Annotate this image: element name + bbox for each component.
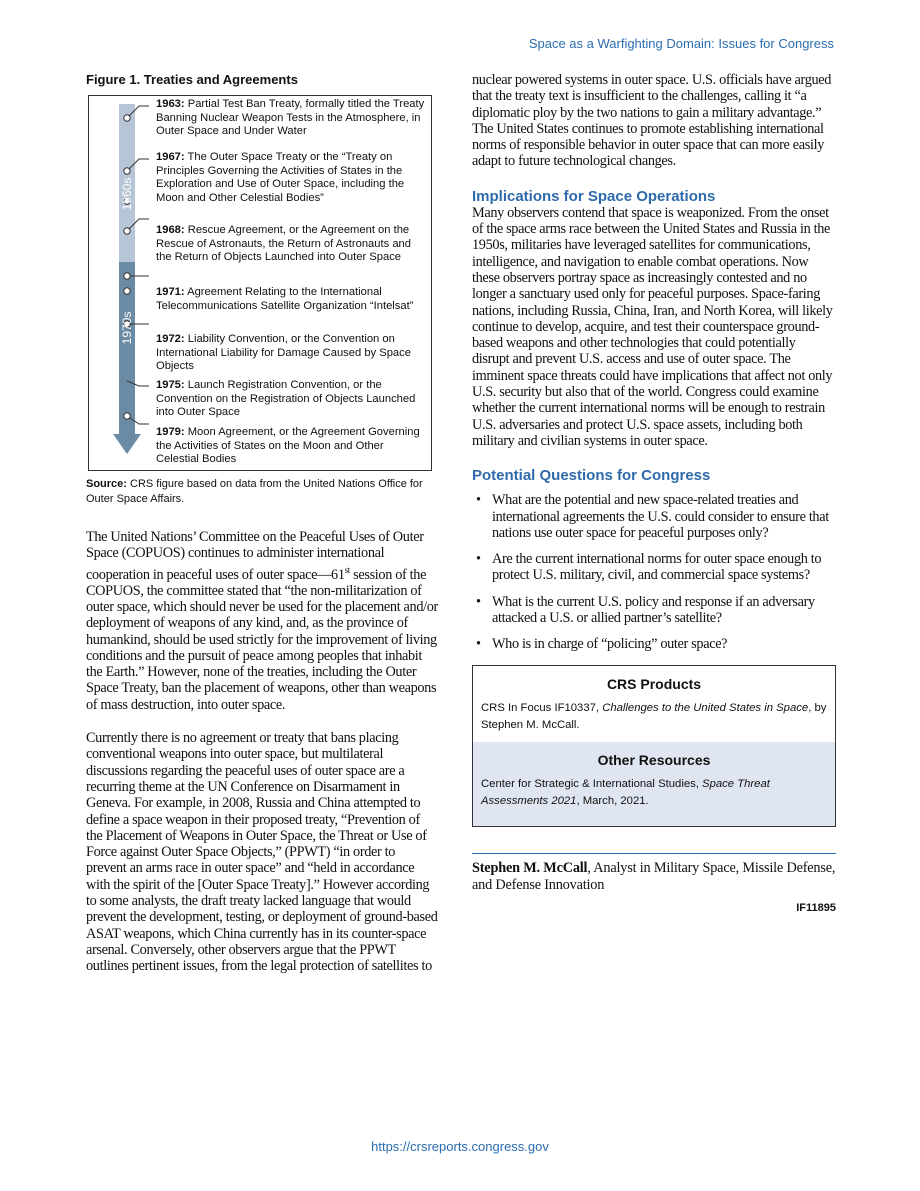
- list-item: • What is the current U.S. policy and response if an adversary attacked a U.S. or allied partner’s satellite?: [476, 593, 815, 627]
- treaty-1979: 1979: Moon Agreement, or the Agreement Governing the Activities of States on the Moon and Other Celestial Bodies: [156, 426, 420, 466]
- paragraph-continued: nuclear powered systems in outer space. U.S. officials have argued that the treaty text is insufficient to the challenges, calling it “a diplomatic ploy by the two nations to gain a military advantage.” The United States continues to promote establishing international norms of responsible behavior in outer space that can more easily adapt to future technological changes.: [472, 72, 832, 170]
- paragraph-implications: Many observers contend that space is weaponized. From the onset of the space arms race between the United States and Russia in the 1950s, militaries have leveraged satellites for communications, intelligence, and navigation to enable combat operations. Now these observers portray space as increasingly contested and no longer a sanctuary used only for peaceful purposes. Space-faring nations, including Russia, China, Iran, and North Korea, will likely continue to develop, acquire, and test their counterspace ground-based weapons and other technologies that could potentially disrupt and prevent U.S. access and use of outer space. The imminent space threats could have implications that affect not only U.S. security but also that of the world. Congress could examine whether the current international norms will be enough to restrain U.S. adversaries and protect U.S. space assets, including both military and civilian systems in outer space.: [472, 204, 833, 449]
- paragraph-copuos: The United Nations’ Committee on the Peaceful Uses of Outer Space (COPUOS) continues to administer international cooperation in peaceful uses of outer space—61st session of the COPUOS, the committee stated that “the non-militarization of outer space, which should never be used for the placement and/or deployment of weapons of any kind, and, as the province of humankind, should be used strictly for the improvement of living conditions and the pursuit of peace among peoples that inhabit the Earth.” However, none of the treaties, including the Outer Space Treaty, ban the placement of weapons, other than weapons of mass destruction, into outer space.: [86, 529, 438, 713]
- treaty-1971: 1971: Agreement Relating to the International Telecommunications Satellite Organization “Intelsat”: [156, 286, 414, 312]
- right-column: [472, 72, 836, 914]
- document-id: IF11895: [796, 901, 836, 914]
- left-column: [86, 72, 438, 974]
- treaty-1972: 1972: Liability Convention, or the Convention on International Liability for Damage Caused by Space Objects: [156, 333, 411, 373]
- resources-box: [472, 665, 836, 827]
- author-line: Stephen M. McCall, Analyst in Military Space, Missile Defense, and Defense Innovation: [472, 859, 836, 893]
- author-divider: [472, 853, 836, 854]
- treaty-1967: 1967: The Outer Space Treaty or the “Treaty on Principles Governing the Activities of States in the Exploration and Use of Outer Space, including the Moon and Other Celestial Bodies”: [156, 151, 405, 204]
- paragraph-ppwt: Currently there is no agreement or treaty that bans placing conventional weapons into outer space, but multilateral discussions regarding the peaceful uses of outer space are a recurring theme at the UN Conference on Disarmament in Geneva. For example, in 2008, Russia and China attempted to define a space weapon in their proposed treaty, “Prevention of the Placement of Weapons in Outer Space, the Threat or Use of Force against Outer Space Objects,” (PPWT) “in order to prevent an arms race in outer space” and “held in accordance with the spirit of the [Outer Space Treaty].” However according to some analysts, the draft treaty lacked language that would prevent the development, testing, or deployment of ground-based ASAT weapons, which China currently has in its counter-space arsenal. Conversely, other observers argue that the PPWT outlines pertinent issues, from the legal protection of satellites to: [86, 730, 438, 975]
- decade-label-1960s: 1960s: [120, 177, 134, 211]
- other-resources-section: [473, 742, 835, 826]
- footer-url[interactable]: https://crsreports.congress.gov: [371, 1139, 549, 1154]
- heading-questions: Potential Questions for Congress: [472, 467, 711, 485]
- figure-source: Source: CRS figure based on data from the United Nations Office for Outer Space Affairs.: [86, 478, 423, 505]
- other-resources-heading: Other Resources: [597, 751, 711, 768]
- crs-products-section: [473, 666, 835, 742]
- decade-label-1970s: 1970s: [120, 311, 134, 345]
- list-item: • What are the potential and new space-related treaties and international agreements the U.S. could consider to ensure that nations use outer space for peaceful purposes only?: [476, 492, 829, 541]
- running-header: Space as a Warfighting Domain: Issues for Congress: [528, 36, 834, 51]
- other-resource-entry: Center for Strategic & International Studies, Space Threat Assessments 2021, March, 2021.: [481, 777, 770, 807]
- list-item: • Are the current international norms for outer space enough to protect U.S. military, civil, and commercial space systems?: [476, 551, 822, 584]
- timeline-arrow-icon: [113, 434, 141, 454]
- questions-list: [472, 492, 836, 652]
- treaty-1963: 1963: Partial Test Ban Treaty, formally titled the Treaty Banning Nuclear Weapon Tests in the Atmosphere, in Outer Space and Under Water: [156, 98, 425, 138]
- heading-implications: Implications for Space Operations: [472, 187, 716, 205]
- figure-timeline: [88, 95, 432, 471]
- treaty-1975: 1975: Launch Registration Convention, or the Convention on the Registration of Objects Launched into Outer Space: [156, 379, 416, 419]
- list-item: • Who is in charge of “policing” outer space?: [476, 636, 728, 653]
- crs-products-heading: CRS Products: [606, 675, 702, 692]
- figure-title: Figure 1. Treaties and Agreements: [86, 72, 298, 87]
- treaty-1968: 1968: Rescue Agreement, or the Agreement on the Rescue of Astronauts, the Return of Astronauts and the Return of Objects Launched into Outer Space: [156, 224, 411, 264]
- crs-product-entry: CRS In Focus IF10337, Challenges to the United States in Space, by Stephen M. McCall.: [481, 701, 827, 731]
